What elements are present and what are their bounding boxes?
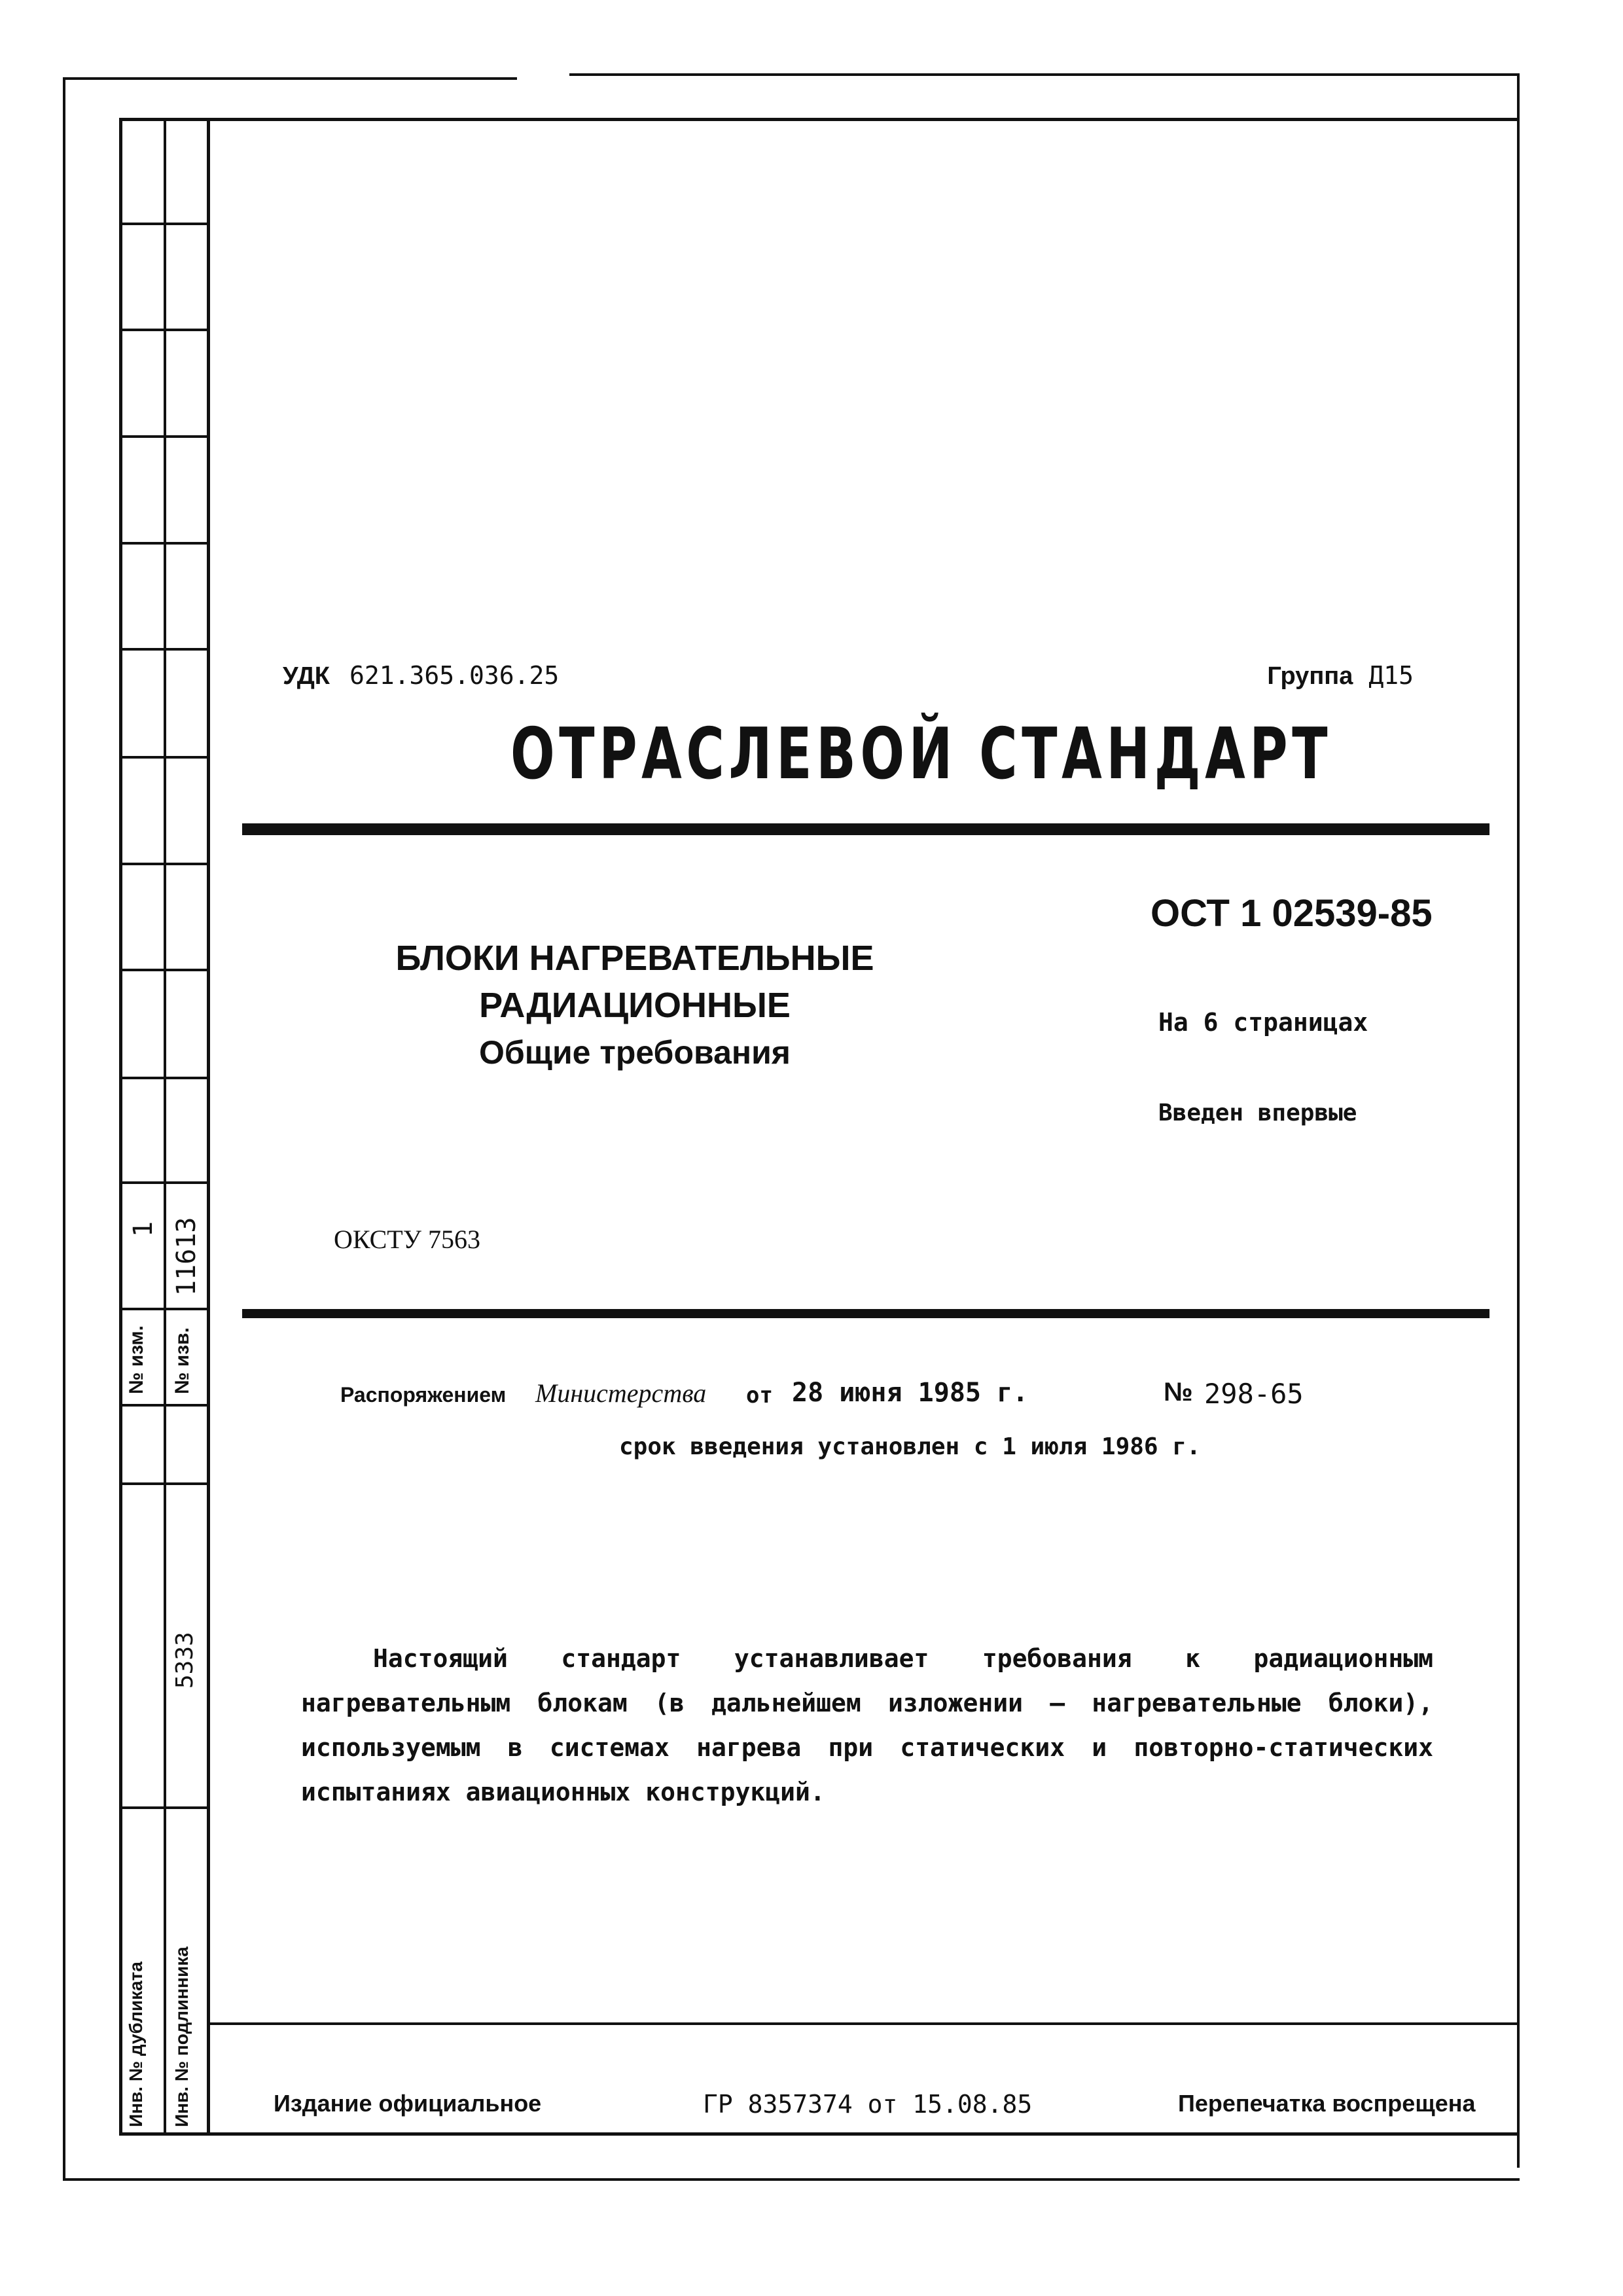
left-outer-border: [63, 77, 65, 2178]
strip-row-divider: [119, 863, 209, 865]
izv-label: № изв.: [171, 1327, 193, 1394]
title-line-3: Общие требования: [478, 1034, 791, 1071]
body-paragraph: [301, 1636, 1433, 1814]
strip-row-divider: [119, 542, 209, 545]
strip-row-divider: [119, 1181, 209, 1184]
standard-type-title: ОТРАСЛЕВОЙ СТАНДАРТ: [510, 713, 1332, 795]
right-outer-border: [1517, 73, 1520, 2168]
footer-separator: [207, 2022, 1520, 2025]
order-number-label: №: [1164, 1378, 1193, 1407]
strip-middle-border: [164, 118, 166, 2134]
strip-row-divider: [119, 435, 209, 438]
strip-row-divider: [119, 756, 209, 759]
top-border-left: [64, 77, 517, 80]
orig-label: Инв. № подлинника: [171, 1946, 192, 2127]
udk-label: УДК: [283, 662, 330, 690]
content-left-border: [207, 118, 210, 2134]
order-ministry: Министерства: [535, 1378, 707, 1408]
group-label: Группа: [1267, 662, 1353, 690]
group-value: Д15: [1368, 661, 1414, 690]
bottom-outer-border: [63, 2178, 1520, 2181]
strip-row-divider: [119, 223, 209, 225]
body-paragraph-text: Настоящий стандарт устанавливает требования к радиационным нагревательным блокам (в дальнейшем изложении – нагревательные блоки), используемым в системах нагрева при статических и повторно-статических испытаниях авиационных конструкций.: [301, 1644, 1433, 1806]
top-border-right: [569, 73, 1520, 76]
footer-registration: ГР 8357374 от 15.08.85: [703, 2090, 1033, 2119]
strip-row-divider: [119, 329, 209, 331]
group-line: [1267, 661, 1414, 691]
top-thick-rule: [242, 823, 1489, 835]
page-count: На 6 страницах: [1158, 1008, 1368, 1037]
order-date: 28 июня 1985 г.: [792, 1378, 1029, 1408]
strip-row-divider: [119, 1308, 209, 1310]
strip-left-border: [119, 118, 122, 2134]
inner-top-border: [119, 118, 1520, 121]
okstu-code: ОКСТУ 7563: [334, 1225, 481, 1254]
ost-code: ОСТ 1 02539-85: [1150, 892, 1433, 935]
udk-line: [283, 661, 559, 691]
order-number: 298-65: [1204, 1378, 1304, 1410]
strip-row-divider: [119, 1806, 209, 1809]
izm-label: № изм.: [126, 1325, 147, 1394]
introduced-first: Введен впервые: [1158, 1100, 1357, 1126]
dup-label: Инв. № дубликата: [126, 1962, 146, 2127]
document-title: [366, 935, 903, 1076]
order-from: от: [746, 1382, 773, 1408]
title-line-1: БЛОКИ НАГРЕВАТЕЛЬНЫЕ: [395, 939, 874, 978]
strip-row-divider: [119, 648, 209, 651]
order-label: Распоряжением: [340, 1383, 507, 1407]
title-line-2: РАДИАЦИОННЫЕ: [479, 986, 791, 1025]
footer-reprint-prohibited: Перепечатка воспрещена: [1178, 2090, 1476, 2117]
strip-row-divider: [119, 1404, 209, 1407]
izm-value: 1: [128, 1221, 158, 1237]
footer-official-edition: Издание официальное: [274, 2090, 542, 2117]
bottom-thick-rule: [242, 1309, 1489, 1318]
udk-number: 621.365.036.25: [349, 661, 560, 690]
strip-row-divider: [119, 1482, 209, 1485]
effective-date: срок введения установлен с 1 июля 1986 г.: [619, 1433, 1201, 1460]
inner-bottom-border: [119, 2132, 1520, 2136]
izv-value: 11613: [171, 1217, 202, 1296]
strip-row-divider: [119, 969, 209, 971]
orig-value: 5333: [171, 1632, 198, 1689]
strip-row-divider: [119, 1077, 209, 1079]
